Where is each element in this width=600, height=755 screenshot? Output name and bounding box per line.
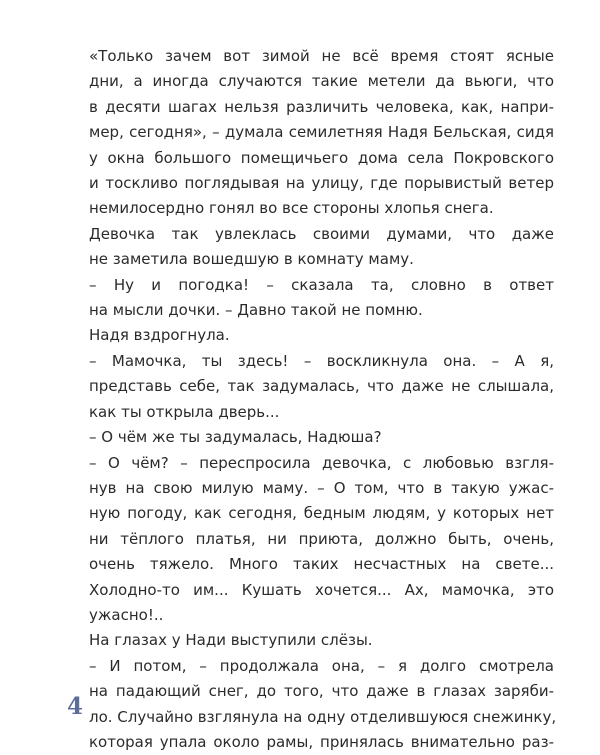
- text-line: мер, сегодня», – думала семилетняя Надя Бельская, сидя: [89, 123, 554, 142]
- text-line: ужасно!..: [89, 605, 164, 624]
- story-text: [89, 44, 557, 755]
- paragraph-3: [89, 273, 554, 324]
- text-line: представь себе, так задумалась, что даже не слышала,: [89, 377, 554, 396]
- text-line: ни тёплого платья, ни приюта, должно быть, очень,: [89, 529, 554, 548]
- text-line: – Ну и погодка! – сказала та, словно в ответ: [89, 275, 554, 294]
- text-line: – И потом, – продолжала она, – я долго смотрела: [89, 656, 554, 675]
- text-line: на падающий снег, до того, что даже в глазах заряби-: [89, 682, 554, 701]
- text-line: на мысли дочки. – Давно такой не помню.: [89, 301, 423, 320]
- text-line: Надя вздрогнула.: [89, 326, 230, 345]
- text-line: ную погоду, как сегодня, бедным людям, у которых нет: [89, 504, 554, 523]
- text-line: – О чём? – переспросила девочка, с любовью взгля-: [89, 453, 554, 472]
- page-number: 4: [67, 693, 84, 720]
- text-line: Девочка так увлеклась своими думами, что даже: [89, 224, 554, 243]
- text-line: у окна большого помещичьего дома села Покровского: [89, 148, 554, 167]
- paragraph-8: [89, 628, 554, 653]
- paragraph-9: [89, 654, 557, 755]
- text-line: очень тяжело. Много таких несчастных на свете...: [89, 555, 554, 574]
- paragraph-2: [89, 222, 554, 273]
- text-line: в десяти шагах нельзя различить человека, как, напри-: [89, 97, 554, 116]
- text-line: которая упала около рамы, принялась внимательно раз-: [89, 732, 554, 751]
- text-line: немилосердно гонял во все стороны хлопья снега.: [89, 199, 494, 218]
- paragraph-4: [89, 323, 554, 348]
- text-line: Холодно-то им... Кушать хочется... Ах, мамочка, это: [89, 580, 554, 599]
- text-line: – Мамочка, ты здесь! – воскликнула она. – А я,: [89, 351, 554, 370]
- paragraph-5: [89, 349, 554, 425]
- text-line: ло. Случайно взглянула на одну отделившуюся снежинку,: [89, 707, 557, 726]
- paragraph-7: [89, 451, 554, 629]
- paragraph-6: [89, 425, 554, 450]
- text-line: «Только зачем вот зимой не всё время стоят ясные: [89, 47, 554, 65]
- text-line: и тоскливо поглядывая на улицу, где порывистый ветер: [89, 174, 554, 193]
- text-line: как ты открыла дверь...: [89, 402, 280, 421]
- text-line: дни, а иногда случаются такие метели да вьюги, что: [89, 72, 554, 91]
- text-line: – О чём же ты задумалась, Надюша?: [89, 428, 382, 447]
- text-line: На глазах у Нади выступили слёзы.: [89, 631, 373, 650]
- text-line: не заметила вошедшую в комнату маму.: [89, 250, 414, 269]
- paragraph-1: [89, 44, 554, 222]
- text-line: нув на свою милую маму. – О том, что в такую ужас-: [89, 478, 554, 497]
